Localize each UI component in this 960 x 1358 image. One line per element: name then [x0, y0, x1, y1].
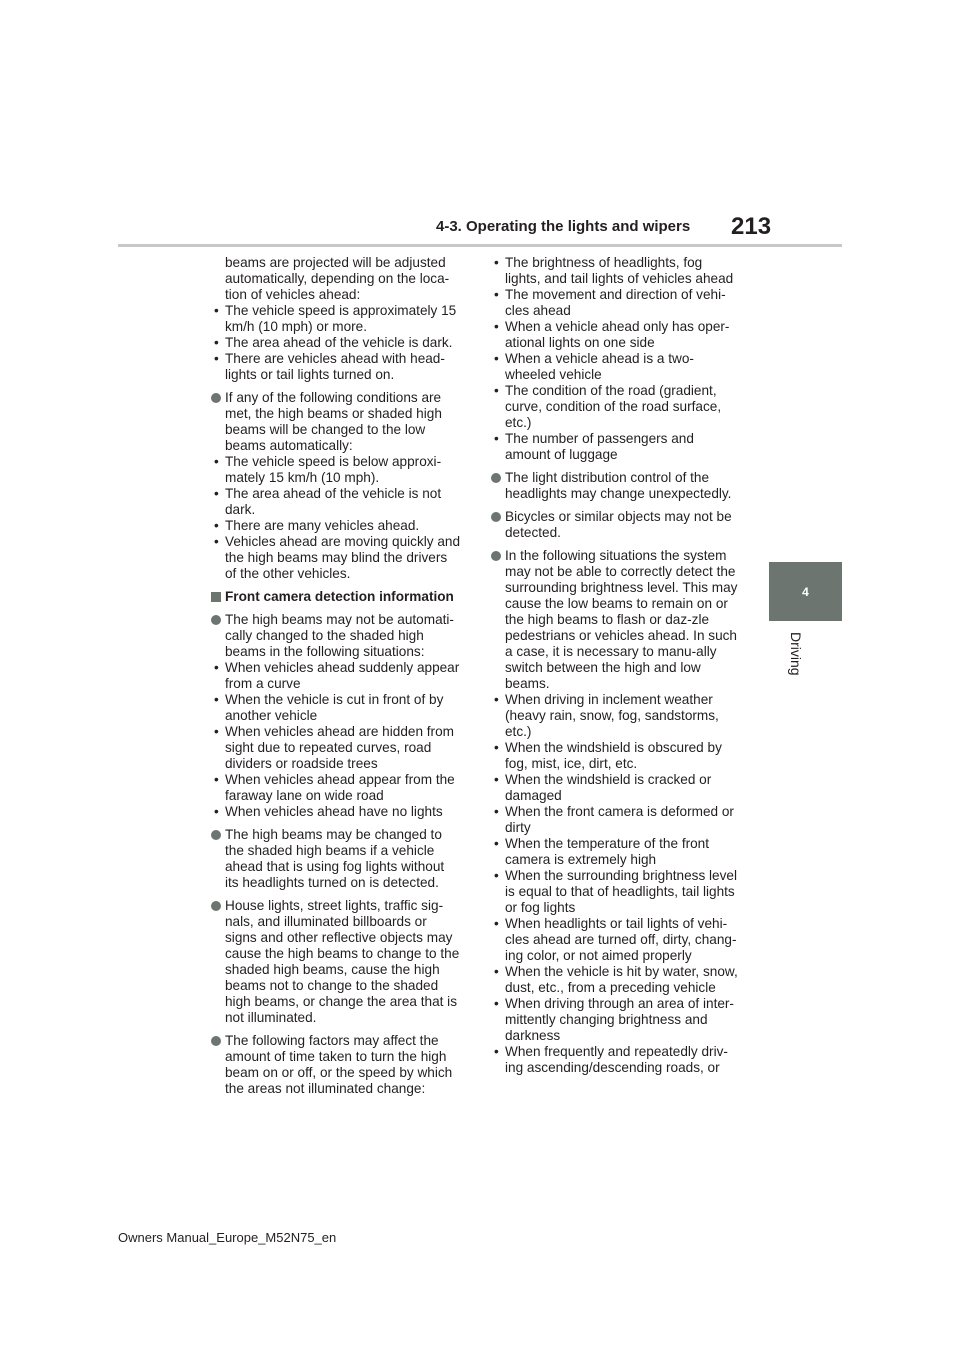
header-divider — [118, 244, 842, 247]
bullet-item: • The vehicle speed is below approxi-mately 15 km/h (10 mph). — [211, 454, 461, 486]
bullet-dot-icon — [211, 1036, 221, 1046]
intro-text: beams are projected will be adjusted automatically, depending on the loca-tion of vehicles ahead: — [225, 255, 450, 302]
note-item — [491, 548, 741, 1076]
bullet-item: • When driving in inclement weather (heavy rain, snow, fog, sandstorms, etc.) — [491, 692, 741, 740]
note-bullet-list — [211, 454, 461, 582]
note-item — [491, 470, 741, 502]
intro-bullet-list — [211, 303, 461, 383]
bullet-item: • The condition of the road (gradient, curve, condition of the road surface, etc.) — [491, 383, 741, 431]
factor-bullet-list — [491, 255, 741, 463]
bullet-item: • When a vehicle ahead is a two-wheeled vehicle — [491, 351, 741, 383]
bullet-item: • The vehicle speed is approximately 15 km/h (10 mph) or more. — [211, 303, 461, 335]
bullet-item: • The brightness of headlights, fog lights, and tail lights of vehicles ahead — [491, 255, 741, 287]
bullet-item: • Vehicles ahead are moving quickly and the high beams may blind the drivers of the other vehicles. — [211, 534, 461, 582]
bullet-item: • The number of passengers and amount of luggage — [491, 431, 741, 463]
note-item — [211, 612, 461, 820]
note-bullet-list — [491, 692, 741, 1076]
note-text: If any of the following conditions are met, the high beams or shaded high beams will be changed to the low beams automatically: — [225, 390, 442, 453]
bullet-dot-icon — [491, 512, 501, 522]
bullet-dot-icon — [491, 551, 501, 561]
note-item — [211, 1033, 461, 1097]
note-text: House lights, street lights, traffic sig-nals, and illuminated billboards or signs and other reflective objects may cause the high beams to change to the shaded high beams, cause the high beams not to change to the shaded high beams, or change the area that is not illuminated. — [225, 898, 460, 1025]
section-square-icon — [211, 592, 221, 602]
right-column — [491, 255, 741, 1076]
note-text: In the following situations the system may not be able to correctly detect the surrounding brightness level. This may cause the low beams to remain on or the high beams to flash or daz-zle pedestrians or vehicles ahead. In such a case, it is necessary to manu-ally switch between the high and low beams. — [505, 548, 738, 691]
section-heading-text: Front camera detection information — [225, 589, 454, 604]
section-title: 4-3. Operating the lights and wipers — [436, 218, 691, 235]
bullet-item: • When the windshield is cracked or damaged — [491, 772, 741, 804]
bullet-item: • When vehicles ahead have no lights — [211, 804, 461, 820]
bullet-item: • When the surrounding brightness level is equal to that of headlights, tail lights or fog lights — [491, 868, 741, 916]
note-text: The high beams may be changed to the shaded high beams if a vehicle ahead that is using fog lights without its headlights turned on is detected. — [225, 827, 445, 890]
chapter-tab[interactable] — [769, 562, 842, 621]
bullet-item: • When vehicles ahead are hidden from sight due to repeated curves, road dividers or roadside trees — [211, 724, 461, 772]
page-number: 213 — [731, 213, 772, 240]
bullet-item: • There are many vehicles ahead. — [211, 518, 461, 534]
section-heading — [211, 589, 461, 605]
note-bullet-list — [211, 660, 461, 820]
intro-block — [211, 255, 461, 303]
bullet-item: • When frequently and repeatedly driv-ing ascending/descending roads, or — [491, 1044, 741, 1076]
bullet-item: • When vehicles ahead appear from the faraway lane on wide road — [211, 772, 461, 804]
bullet-item: • When the front camera is deformed or dirty — [491, 804, 741, 836]
bullet-dot-icon — [211, 615, 221, 625]
note-item — [211, 898, 461, 1026]
bullet-item: • When a vehicle ahead only has oper-ational lights on one side — [491, 319, 741, 351]
note-text: The light distribution control of the headlights may change unexpectedly. — [505, 470, 732, 501]
note-text: The high beams may not be automati-cally changed to the shaded high beams in the following situations: — [225, 612, 454, 659]
bullet-item: • The movement and direction of vehi-cles ahead — [491, 287, 741, 319]
footer-text: Owners Manual_Europe_M52N75_en — [118, 1230, 337, 1245]
bullet-item: • When the vehicle is hit by water, snow, dust, etc., from a preceding vehicle — [491, 964, 741, 996]
note-text: Bicycles or similar objects may not be detected. — [505, 509, 732, 540]
bullet-dot-icon — [211, 830, 221, 840]
bullet-item: • When vehicles ahead suddenly appear from a curve — [211, 660, 461, 692]
note-item — [211, 390, 461, 582]
bullet-item: • When the vehicle is cut in front of by another vehicle — [211, 692, 461, 724]
note-text: The following factors may affect the amount of time taken to turn the high beam on or off, or the speed by which the areas not illuminated change: — [225, 1033, 453, 1096]
note-item — [211, 827, 461, 891]
bullet-item: • When the windshield is obscured by fog, mist, ice, dirt, etc. — [491, 740, 741, 772]
bullet-dot-icon — [211, 901, 221, 911]
bullet-item: • When headlights or tail lights of vehi-cles ahead are turned off, dirty, chang-ing color, or not aimed properly — [491, 916, 741, 964]
chapter-number: 4 — [802, 584, 809, 599]
bullet-item: • The area ahead of the vehicle is dark. — [211, 335, 461, 351]
bullet-item: • When driving through an area of inter-mittently changing brightness and darkness — [491, 996, 741, 1044]
left-column — [211, 255, 461, 1097]
bullet-dot-icon — [491, 473, 501, 483]
bullet-item: • The area ahead of the vehicle is not dark. — [211, 486, 461, 518]
chapter-label: Driving — [788, 632, 804, 676]
bullet-item: • When the temperature of the front camera is extremely high — [491, 836, 741, 868]
note-item — [491, 509, 741, 541]
bullet-item: • There are vehicles ahead with head-lights or tail lights turned on. — [211, 351, 461, 383]
bullet-dot-icon — [211, 393, 221, 403]
